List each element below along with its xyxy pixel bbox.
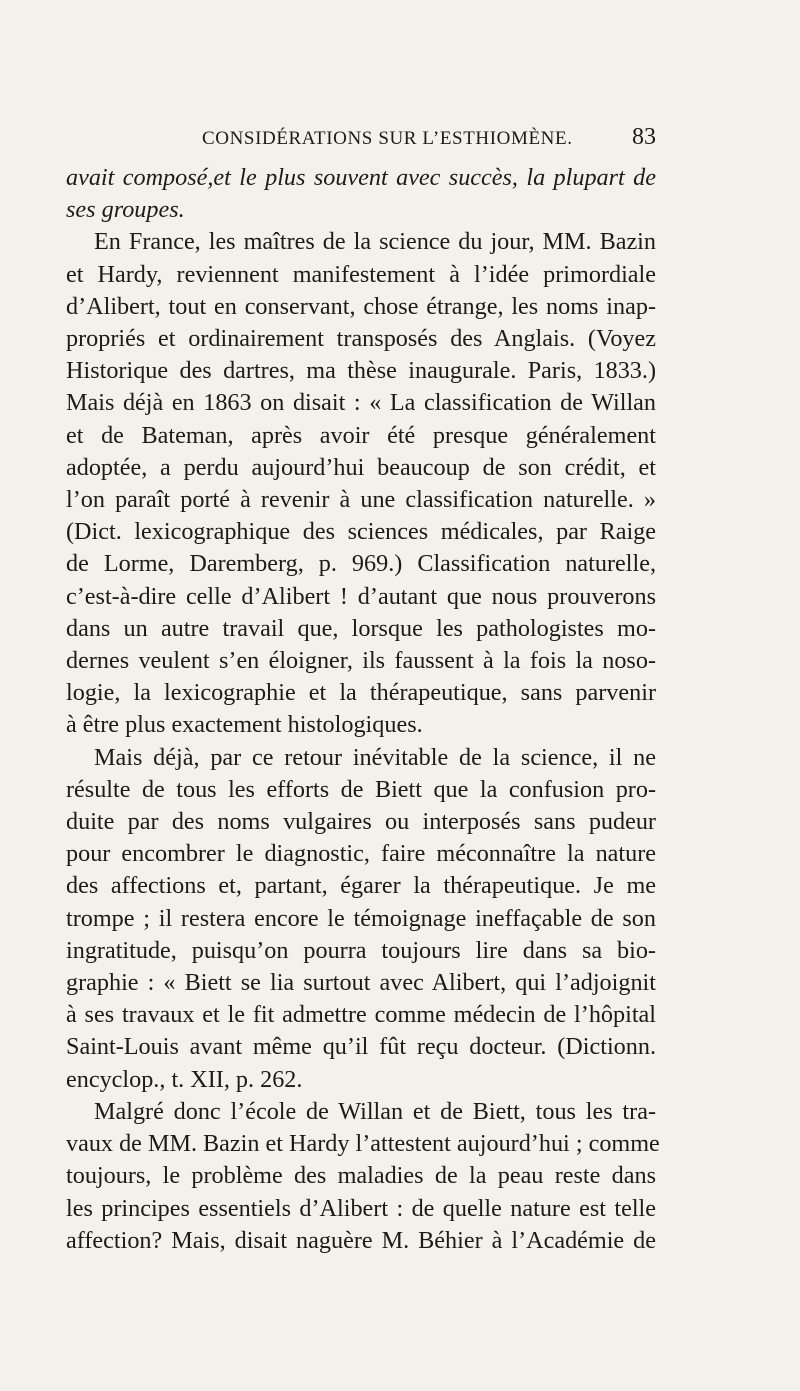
text-line: de Lorme, Daremberg, p. 969.) Classification naturelle, (66, 550, 656, 578)
text-line: (Dict. lexicographique des sciences médicales, par Raige (66, 518, 656, 546)
body-text (66, 162, 660, 1257)
text-line: affection? Mais, disait naguère M. Béhier à l’Académie de (66, 1226, 656, 1254)
text-line: duite par des noms vulgaires ou interposés sans pudeur (66, 808, 656, 836)
text-line: à être plus exactement histologiques. (66, 711, 423, 739)
paragraph-1 (66, 162, 656, 226)
text-line: ingratitude, puisqu’on pourra toujours lire dans sa bio- (66, 936, 656, 964)
text-line (66, 194, 656, 226)
text-line: vaux de MM. Bazin et Hardy l’attestent aujourd’hui ; comme (66, 1130, 660, 1158)
paragraph-4 (66, 1096, 660, 1257)
text-line: c’est-à-dire celle d’Alibert ! d’autant que nous prouverons (66, 582, 656, 610)
text-line: toujours, le problème des maladies de la peau reste dans (66, 1162, 656, 1190)
paragraph-2 (66, 226, 656, 741)
running-head: CONSIDÉRATIONS SUR L’ESTHIOMÈNE. (202, 128, 573, 149)
text-line: propriés et ordinairement transposés des Anglais. (Voyez (66, 325, 656, 353)
text-line: encyclop., t. XII, p. 262. (66, 1065, 303, 1093)
text-line: Saint-Louis avant même qu’il fût reçu docteur. (Dictionn. (66, 1033, 656, 1061)
text-line: à ses travaux et le fit admettre comme médecin de l’hôpital (66, 1001, 656, 1029)
text-line: En France, les maîtres de la science du jour, MM. Bazin (94, 228, 656, 256)
text-line: pour encombrer le diagnostic, faire méconnaître la nature (66, 840, 656, 868)
page-header (66, 124, 656, 160)
text-line: les principes essentiels d’Alibert : de quelle nature est telle (66, 1194, 656, 1222)
text-line: adoptée, a perdu aujourd’hui beaucoup de son crédit, et (66, 453, 656, 481)
text-line: Malgré donc l’école de Willan et de Biett, tous les tra- (94, 1097, 656, 1125)
text-line: Mais déjà, par ce retour inévitable de la science, il ne (94, 743, 656, 771)
text-line: Mais déjà en 1863 on disait : « La classification de Willan (66, 389, 656, 417)
text-line: et Hardy, reviennent manifestement à l’idée primordiale (66, 260, 656, 288)
text-line: et de Bateman, après avoir été presque généralement (66, 421, 656, 449)
text-line: logie, la lexicographie et la thérapeutique, sans parvenir (66, 679, 656, 707)
text-line: dernes veulent s’en éloigner, ils faussent à la fois la noso- (66, 647, 656, 675)
text-line (66, 162, 656, 194)
text-line: trompe ; il restera encore le témoignage ineffaçable de son (66, 904, 656, 932)
italic-text: ses groupes. (66, 196, 185, 224)
text-line: Historique des dartres, ma thèse inaugurale. Paris, 1833.) (66, 357, 656, 385)
text-line: des affections et, partant, égarer la thérapeutique. Je me (66, 872, 656, 900)
italic-text: avait composé,et le plus souvent avec succès, la plupart de (66, 164, 656, 191)
paragraph-3 (66, 742, 656, 1096)
text-line: résulte de tous les efforts de Biett que la confusion pro- (66, 775, 656, 803)
page-number: 83 (632, 124, 656, 150)
text-line: graphie : « Biett se lia surtout avec Alibert, qui l’adjoignit (66, 969, 656, 997)
text-line: d’Alibert, tout en conservant, chose étrange, les noms inap- (66, 292, 656, 320)
text-line: dans un autre travail que, lorsque les pathologistes mo- (66, 614, 656, 642)
text-line: l’on paraît porté à revenir à une classification naturelle. » (66, 486, 656, 514)
